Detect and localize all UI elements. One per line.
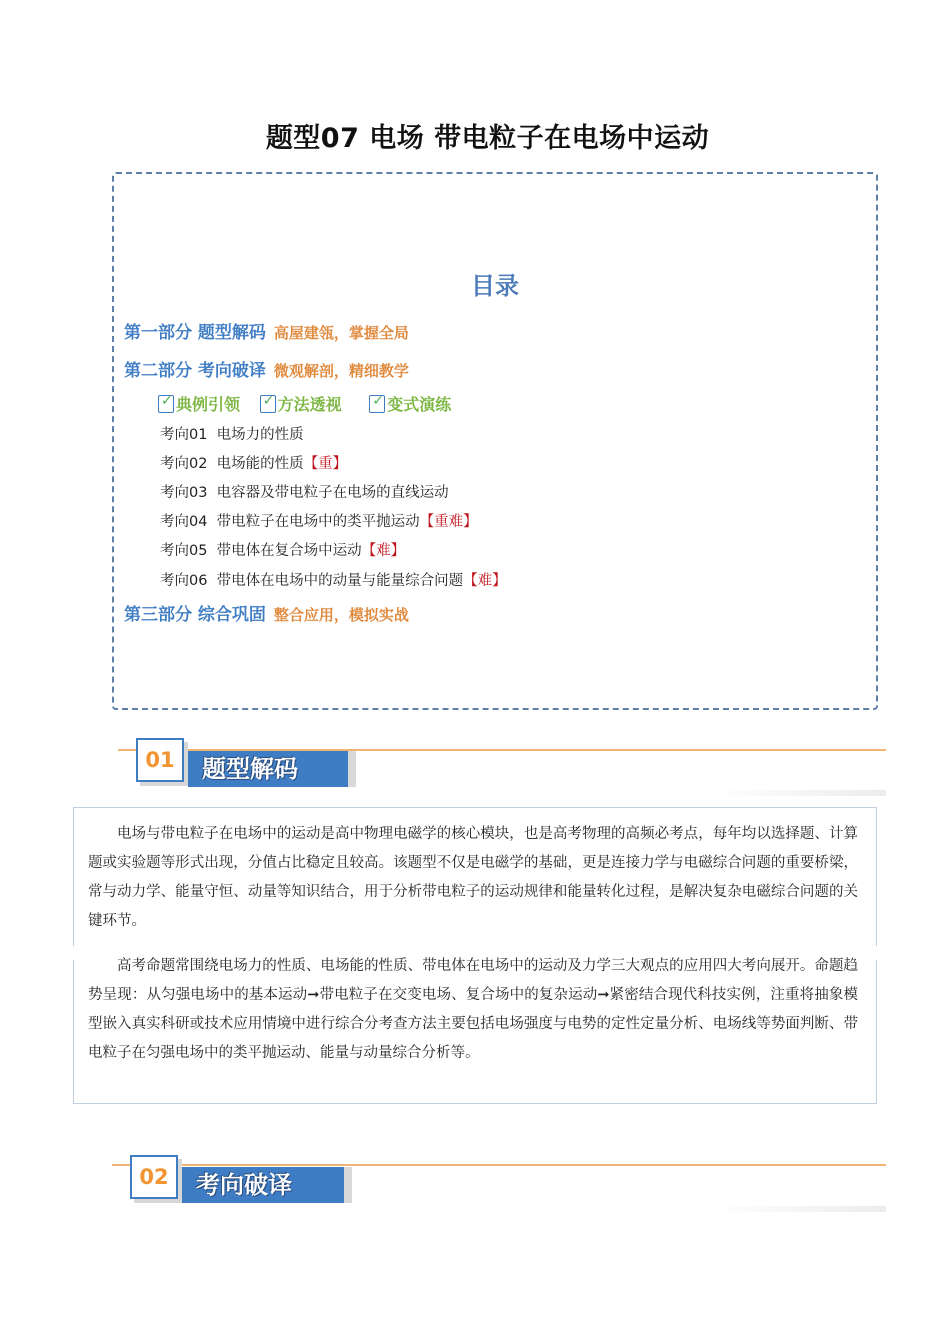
page-title: 题型07 电场 带电粒子在电场中运动 (265, 123, 710, 154)
toc-tags (158, 392, 465, 417)
toc-direction-item[interactable]: 考向01 电场力的性质 (160, 427, 304, 443)
tag-methods: ✓ 方法透视 (260, 392, 342, 415)
checklist-icon (260, 395, 276, 413)
section-shadow (710, 790, 886, 796)
checklist-icon (158, 395, 174, 413)
tag-practice: ✓ 变式演练 (369, 392, 451, 415)
tag-examples: ✓ 典例引领 (158, 392, 240, 415)
toc-direction-item[interactable]: 考向02 电场能的性质【重】 (160, 456, 348, 472)
intro-box (73, 807, 877, 1104)
toc-part-title: 第二部分 考向破译 (124, 361, 266, 381)
toc-part-title: 第一部分 题型解码 (124, 323, 266, 343)
toc-direction-item[interactable]: 考向04 带电粒子在电场中的类平抛运动【重难】 (160, 514, 478, 530)
toc-part-subtitle: 微观解剖，精细教学 (273, 362, 409, 380)
section-number-badge: 01 (136, 738, 184, 782)
toc-part-subtitle: 高屋建瓴，掌握全局 (273, 324, 409, 342)
toc-part-2[interactable] (124, 356, 409, 381)
checklist-icon (369, 395, 385, 413)
toc-part-title: 第三部分 综合巩固 (124, 605, 266, 625)
section-divider (112, 1164, 886, 1166)
table-of-contents (112, 172, 878, 710)
toc-direction-item[interactable]: 考向05 带电体在复合场中运动【难】 (160, 543, 406, 559)
toc-direction-item[interactable]: 考向03 电容器及带电粒子在电场的直线运动 (160, 485, 449, 501)
section-number-badge: 02 (130, 1155, 178, 1199)
section-title: 题型解码 (188, 751, 348, 787)
section-title: 考向破译 (182, 1167, 344, 1203)
intro-paragraph: 电场与带电粒子在电场中的运动是高中物理电磁学的核心模块，也是高考物理的高频必考点，每年均以选择题、计算题或实验题等形式出现，分值占比稳定且较高。该题型不仅是电磁学的基础，更是连接力学与电磁综合问题的重要桥梁，常与动力学、能量守恒、动量等知识结合，用于分析带电粒子的运动规律和能量转化过程，是解决复杂电磁综合问题的关键环节。 (88, 826, 858, 929)
section-shadow (710, 1206, 886, 1212)
toc-part-1[interactable] (124, 318, 409, 343)
toc-part-3[interactable] (124, 600, 409, 625)
toc-part-subtitle: 整合应用，模拟实战 (273, 606, 409, 624)
toc-heading: 目录 (471, 272, 519, 300)
toc-direction-item[interactable]: 考向06 带电体在电场中的动量与能量综合问题【难】 (160, 573, 507, 589)
intro-paragraph: 高考命题常围绕电场力的性质、电场能的性质、带电体在电场中的运动及力学三大观点的应用四大考向展开。命题趋势呈现：从匀强电场中的基本运动➞带电粒子在交变电场、复合场中的复杂运动➞紧密结合现代科技实例，注重将抽象模型嵌入真实科研或技术应用情境中进行综合分考查方法主要包括电场强度与电势的定性定量分析、电场线等势面判断、带电粒子在匀强电场中的类平抛运动、能量与动量综合分析等。 (88, 958, 858, 1061)
